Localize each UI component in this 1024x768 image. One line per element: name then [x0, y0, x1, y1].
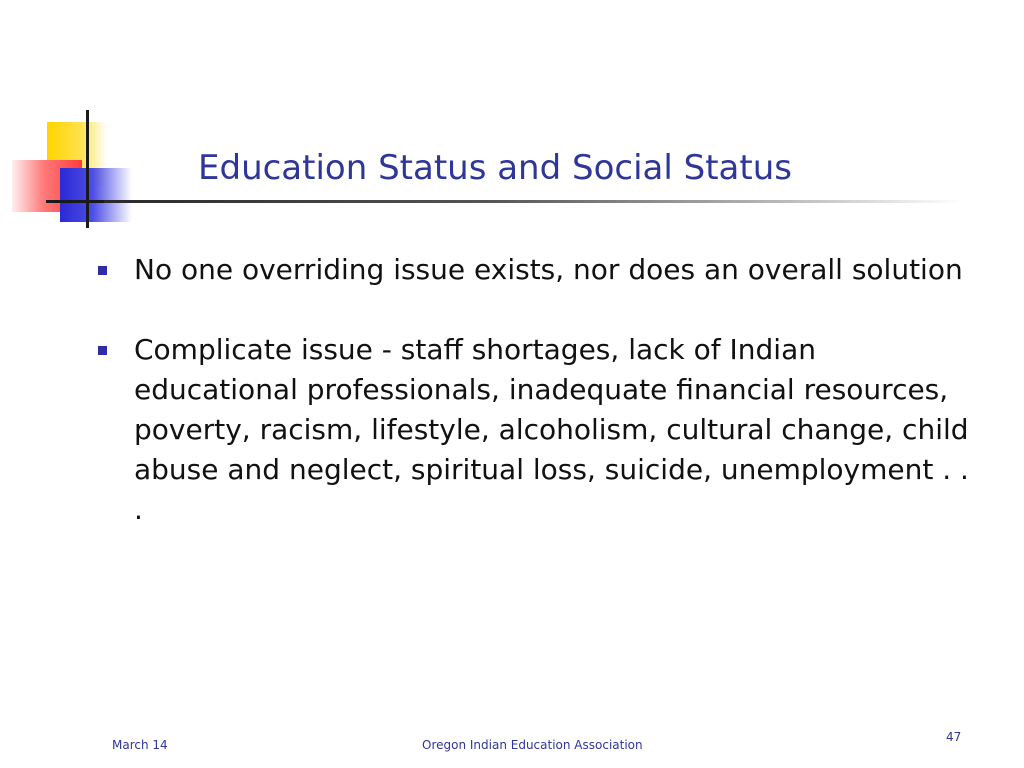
title-underline-rule: [104, 200, 964, 203]
bullet-text: No one overriding issue exists, nor does an overall solution: [134, 253, 963, 286]
bullet-item: [96, 330, 976, 530]
bullet-text: Complicate issue - staff shortages, lack of Indian educational professionals, inadequate financial resources, poverty, racism, lifestyle, alcoholism, cultural change, child abuse and neglect, spiritual loss, suicide, unemployment . . .: [134, 333, 969, 526]
footer-organization: Oregon Indian Education Association: [422, 738, 643, 752]
bullet-square-icon: [98, 266, 107, 275]
bullet-square-icon: [98, 346, 107, 355]
vertical-divider-line: [86, 110, 89, 228]
bullet-list: [96, 250, 976, 570]
footer-date: March 14: [112, 738, 168, 752]
slide-number: 47: [946, 730, 962, 744]
blue-square-shape: [60, 168, 132, 222]
corner-decoration: [0, 0, 160, 240]
horizontal-accent-line: [46, 200, 106, 203]
slide-title: Education Status and Social Status: [198, 148, 792, 188]
bullet-item: [96, 250, 976, 290]
